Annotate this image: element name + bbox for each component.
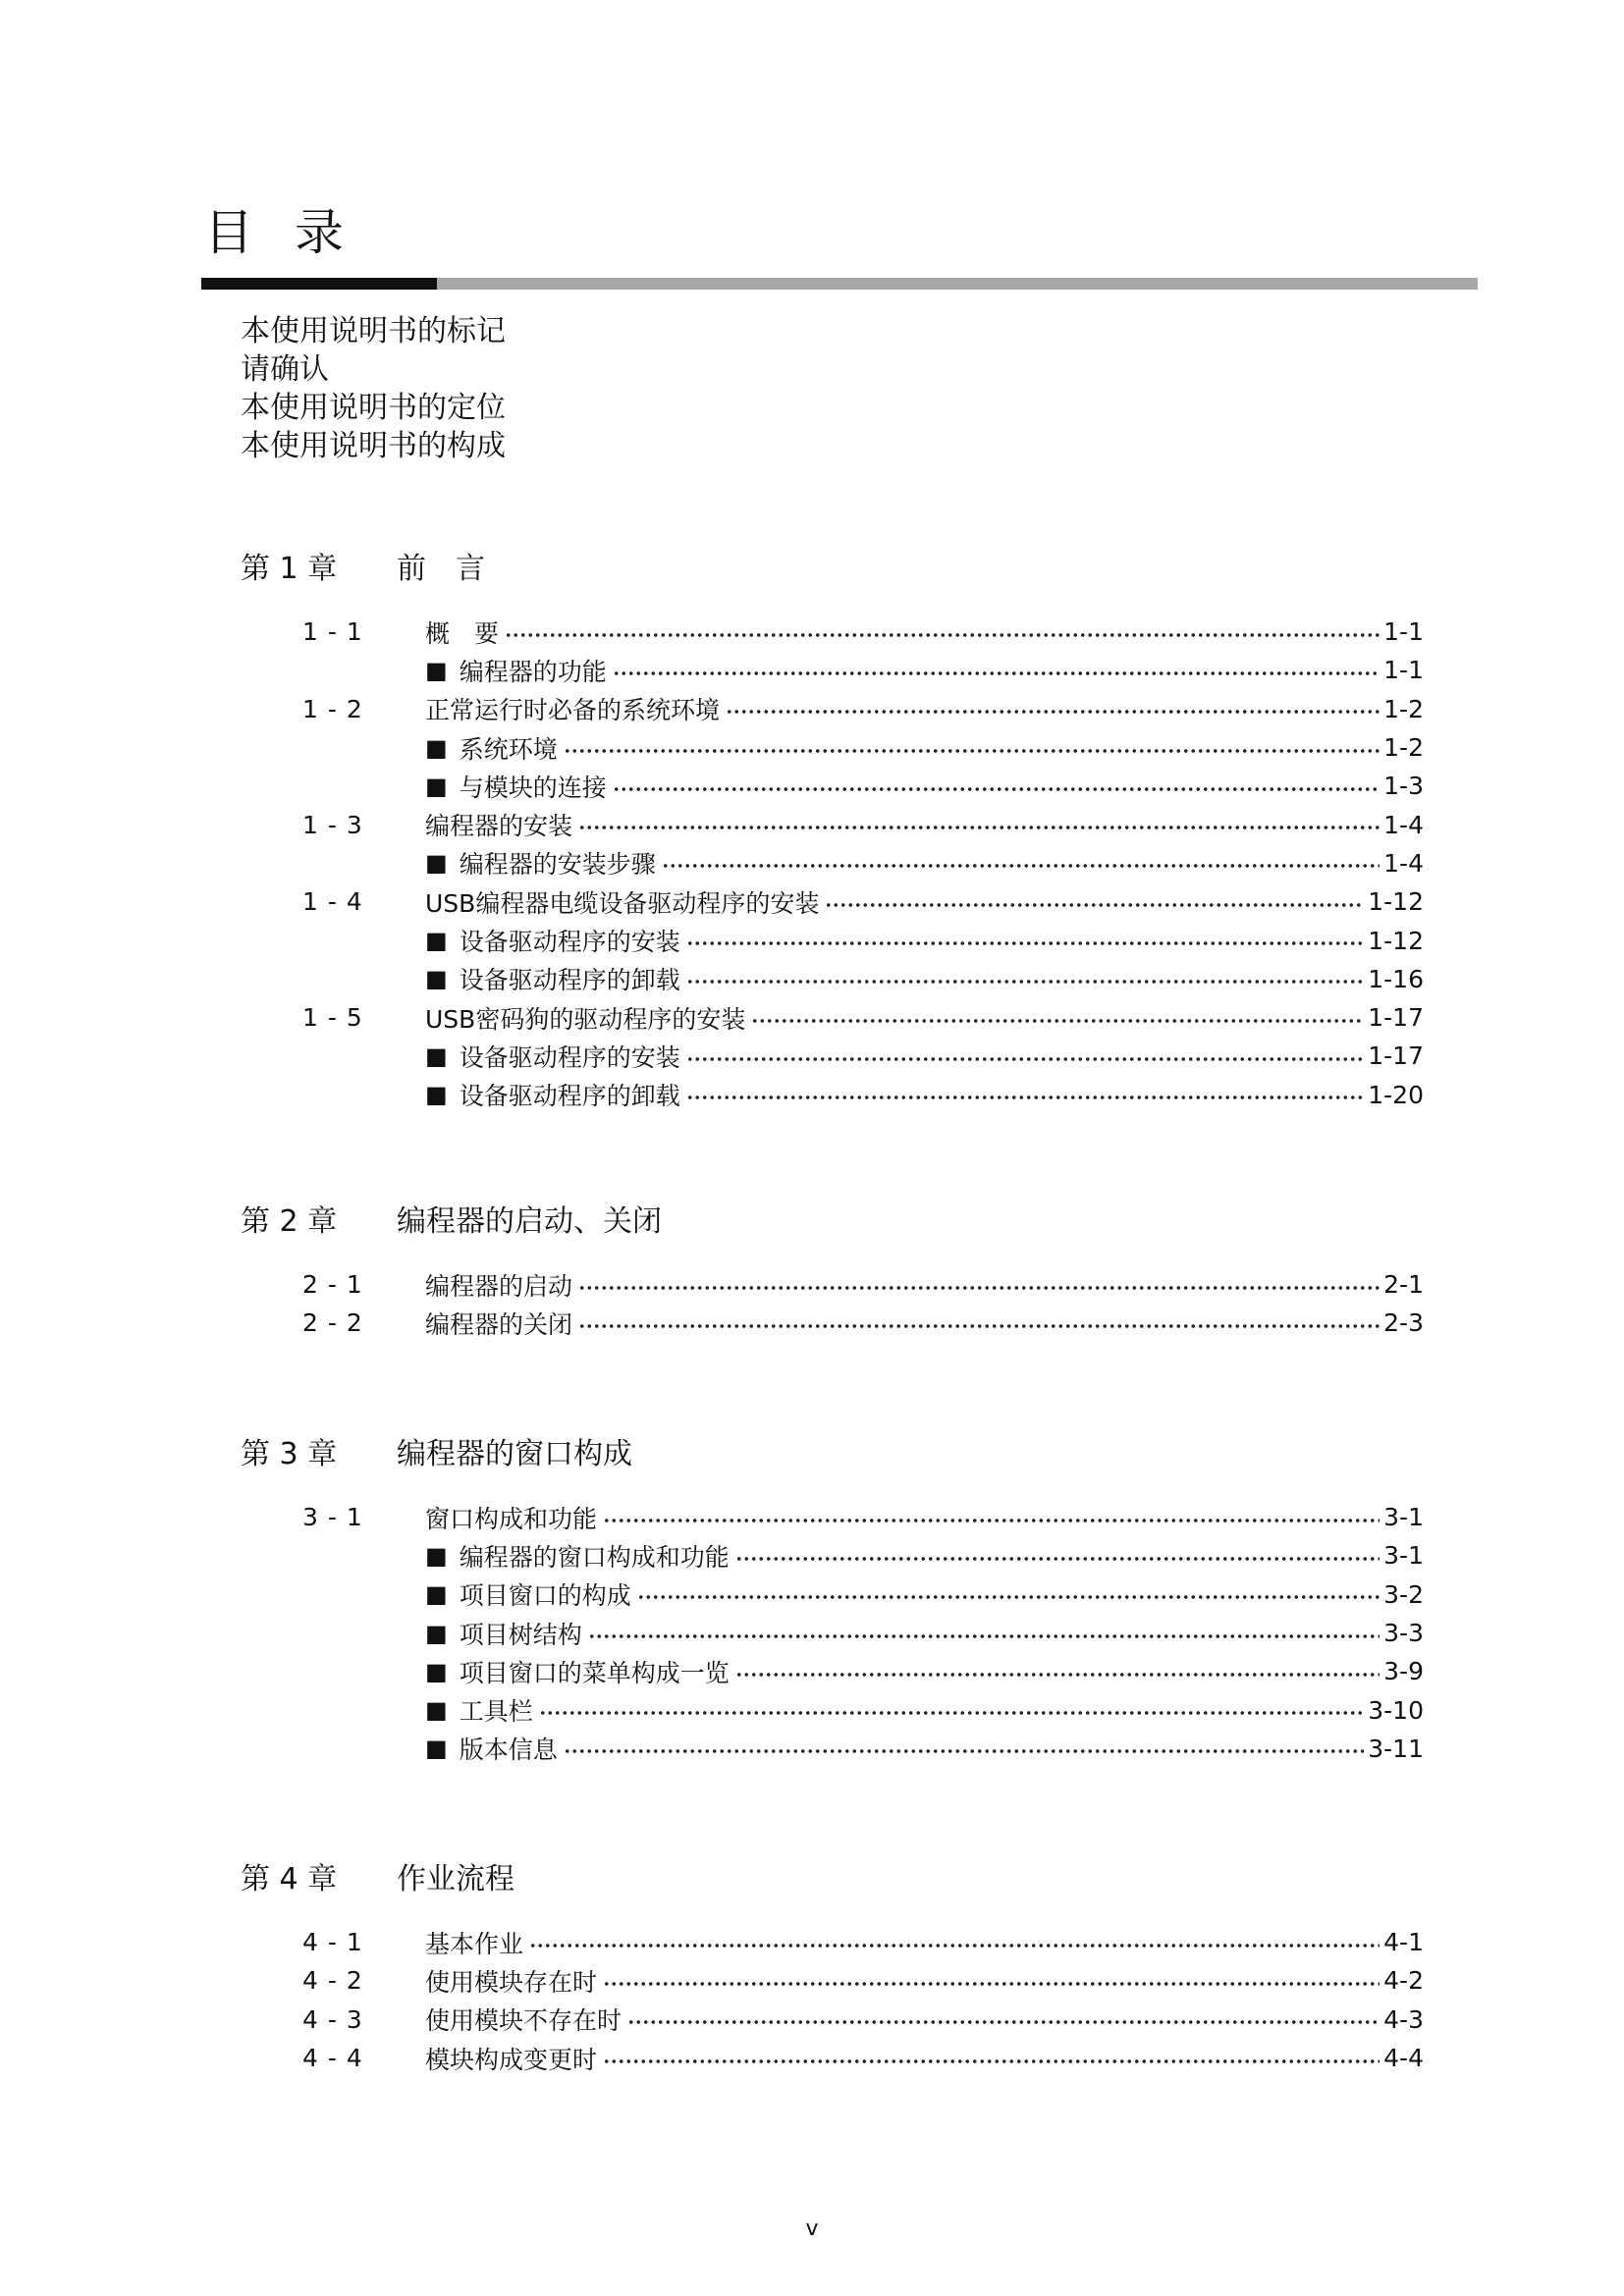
chapter-number: 第 2 章 xyxy=(241,1204,338,1239)
page-reference: 2-1 xyxy=(1383,1270,1424,1300)
entry-label: 项目窗口的菜单构成一览 xyxy=(459,1658,730,1687)
square-bullet-icon: ■ xyxy=(425,1735,448,1763)
entry-label-group xyxy=(425,1039,680,1074)
dot-leader xyxy=(686,1095,1365,1100)
entry-label: 模块构成变更时 xyxy=(425,2045,598,2074)
page-title: 目录 xyxy=(204,204,385,261)
entry-label: 项目窗口的构成 xyxy=(459,1581,631,1611)
entry-label-group xyxy=(425,2002,622,2037)
dot-leader xyxy=(578,825,1380,830)
entry-label: 编程器的安装 xyxy=(425,812,573,841)
toc-entry[interactable] xyxy=(285,2001,1424,2039)
toc-subentry[interactable] xyxy=(285,1730,1424,1768)
entry-label-group xyxy=(425,1000,745,1036)
entry-label: 设备驱动程序的卸载 xyxy=(459,1082,680,1111)
toc-entry[interactable] xyxy=(285,882,1424,921)
front-matter-item[interactable]: 本使用说明书的标记 xyxy=(241,314,506,348)
chapter-title: 前 言 xyxy=(397,552,485,586)
chapter-entries xyxy=(285,1498,1424,1768)
entry-label-group xyxy=(425,614,499,650)
square-bullet-icon: ■ xyxy=(425,733,448,762)
square-bullet-icon: ■ xyxy=(425,1081,448,1109)
entry-label: 工具栏 xyxy=(459,1697,533,1727)
toc-entry[interactable] xyxy=(285,1923,1424,1961)
entry-label-group xyxy=(425,1654,730,1689)
chapter-heading[interactable] xyxy=(241,1860,514,1899)
entry-label-group xyxy=(425,2041,597,2076)
square-bullet-icon: ■ xyxy=(425,1541,448,1570)
entry-label: 编程器的安装步骤 xyxy=(459,850,656,880)
entry-label-group xyxy=(425,1616,582,1651)
front-matter-item[interactable]: 本使用说明书的定位 xyxy=(241,391,506,425)
toc-entry[interactable] xyxy=(285,613,1424,651)
entry-label-group xyxy=(425,1925,523,1960)
entry-label: USB密码狗的驱动程序的安装 xyxy=(425,1004,746,1034)
entry-label: 设备驱动程序的卸载 xyxy=(459,966,680,995)
entry-label: 编程器的功能 xyxy=(459,657,607,686)
toc-entry[interactable] xyxy=(285,1498,1424,1536)
page-reference: 1-4 xyxy=(1383,810,1424,839)
dot-leader xyxy=(751,1018,1364,1024)
dot-leader xyxy=(686,1056,1365,1062)
page-reference: 3-2 xyxy=(1383,1579,1424,1609)
page-number: v xyxy=(805,2216,819,2241)
toc-subentry[interactable] xyxy=(285,960,1424,998)
page-reference: 4-3 xyxy=(1383,2004,1424,2034)
page-reference: 4-1 xyxy=(1383,1928,1424,1957)
section-number: 1 - 4 xyxy=(302,887,363,917)
toc-entry[interactable] xyxy=(285,805,1424,843)
entry-label-group xyxy=(425,691,720,726)
entry-label: 设备驱动程序的安装 xyxy=(459,928,680,957)
section-number: 1 - 1 xyxy=(302,617,363,647)
section-number: 4 - 3 xyxy=(302,2004,363,2034)
page-reference: 1-1 xyxy=(1383,617,1424,647)
chapter-entries xyxy=(285,1265,1424,1343)
section-number: 4 - 4 xyxy=(302,2044,363,2073)
chapter-heading[interactable] xyxy=(241,550,485,589)
toc-subentry[interactable] xyxy=(285,921,1424,959)
entry-label: 编程器的关闭 xyxy=(425,1309,573,1339)
dot-leader xyxy=(662,863,1380,869)
front-matter-item[interactable]: 本使用说明书的构成 xyxy=(241,429,506,463)
entry-label-group xyxy=(425,1963,597,1999)
toc-subentry[interactable] xyxy=(285,1575,1424,1614)
page-reference: 3-10 xyxy=(1368,1695,1424,1725)
page-reference: 1-2 xyxy=(1383,733,1424,763)
entry-label: 窗口构成和功能 xyxy=(425,1504,598,1533)
dot-leader xyxy=(603,2058,1380,2064)
entry-label-group xyxy=(425,730,558,766)
page-reference: 3-1 xyxy=(1383,1541,1424,1571)
entry-label-group xyxy=(425,1692,533,1728)
section-number: 2 - 2 xyxy=(302,1308,363,1338)
page-reference: 4-4 xyxy=(1383,2044,1424,2073)
entry-label: 设备驱动程序的安装 xyxy=(459,1042,680,1072)
front-matter-list xyxy=(241,312,506,465)
square-bullet-icon: ■ xyxy=(425,1696,448,1725)
toc-subentry[interactable] xyxy=(285,651,1424,689)
entry-label-group xyxy=(425,1500,597,1535)
page-reference: 1-1 xyxy=(1383,656,1424,685)
square-bullet-icon: ■ xyxy=(425,1657,448,1685)
chapter-title: 作业流程 xyxy=(397,1862,514,1896)
section-number: 2 - 1 xyxy=(302,1270,363,1300)
entry-label-group xyxy=(425,1538,730,1574)
section-number: 1 - 5 xyxy=(302,1003,363,1033)
page-reference: 1-2 xyxy=(1383,694,1424,723)
page-reference: 1-4 xyxy=(1383,848,1424,878)
dot-leader xyxy=(539,1710,1365,1716)
page-reference: 1-12 xyxy=(1368,887,1424,917)
entry-label: 基本作业 xyxy=(425,1929,524,1958)
dot-leader xyxy=(529,1943,1380,1949)
dot-leader xyxy=(686,979,1365,985)
chapter-title: 编程器的启动、关闭 xyxy=(397,1204,662,1239)
page-reference: 3-11 xyxy=(1368,1734,1424,1763)
toc-subentry[interactable] xyxy=(285,1690,1424,1729)
entry-label: 概 要 xyxy=(425,618,500,648)
entry-label: 版本信息 xyxy=(459,1735,558,1765)
chapter-heading[interactable] xyxy=(241,1435,632,1474)
section-number: 4 - 1 xyxy=(302,1928,363,1957)
page-reference: 1-12 xyxy=(1368,926,1424,955)
entry-label-group xyxy=(425,769,607,804)
page-reference: 1-16 xyxy=(1368,964,1424,993)
section-number: 1 - 2 xyxy=(302,694,363,723)
toc-subentry[interactable] xyxy=(285,1076,1424,1114)
dot-leader xyxy=(603,1981,1380,1987)
chapter-heading[interactable] xyxy=(241,1202,662,1242)
square-bullet-icon: ■ xyxy=(425,1580,448,1609)
entry-label: 使用模块存在时 xyxy=(425,1967,598,1997)
dot-leader xyxy=(578,1285,1380,1291)
square-bullet-icon: ■ xyxy=(425,1041,448,1070)
entry-label: 编程器的启动 xyxy=(425,1271,573,1301)
chapter-entries xyxy=(285,1923,1424,2077)
page-reference: 1-3 xyxy=(1383,772,1424,801)
dot-leader xyxy=(613,670,1380,676)
page-reference: 3-9 xyxy=(1383,1657,1424,1686)
entry-label-group xyxy=(425,884,819,920)
chapter-title: 编程器的窗口构成 xyxy=(397,1437,632,1471)
section-number: 1 - 3 xyxy=(302,810,363,839)
toc-subentry[interactable] xyxy=(285,767,1424,805)
toc-entry[interactable] xyxy=(285,998,1424,1037)
entry-label-group xyxy=(425,807,572,842)
entry-label-group xyxy=(425,961,680,996)
section-number: 3 - 1 xyxy=(302,1503,363,1532)
square-bullet-icon: ■ xyxy=(425,772,448,800)
page-reference: 3-3 xyxy=(1383,1619,1424,1648)
entry-label: 正常运行时必备的系统环境 xyxy=(425,696,721,725)
entry-label-group xyxy=(425,923,680,958)
chapter-number: 第 4 章 xyxy=(241,1862,338,1896)
entry-label-group xyxy=(425,1306,572,1341)
page-reference: 1-17 xyxy=(1368,1003,1424,1033)
toc-subentry[interactable] xyxy=(285,1536,1424,1575)
page-reference: 1-17 xyxy=(1368,1041,1424,1071)
dot-leader xyxy=(627,2019,1380,2025)
entry-label-group xyxy=(425,1731,558,1766)
page-reference: 4-2 xyxy=(1383,1966,1424,1996)
page-reference: 2-3 xyxy=(1383,1308,1424,1338)
toc-entry[interactable] xyxy=(285,690,1424,728)
square-bullet-icon: ■ xyxy=(425,927,448,955)
dot-leader xyxy=(578,1323,1380,1329)
entry-label: 与模块的连接 xyxy=(459,773,607,802)
page-reference: 1-20 xyxy=(1368,1080,1424,1109)
dot-leader xyxy=(726,709,1380,715)
dot-leader xyxy=(588,1633,1380,1639)
chapter-number: 第 3 章 xyxy=(241,1437,338,1471)
toc-entry[interactable] xyxy=(285,1961,1424,2000)
dot-leader xyxy=(637,1594,1380,1600)
square-bullet-icon: ■ xyxy=(425,1619,448,1647)
dot-leader xyxy=(735,1556,1380,1562)
dot-leader xyxy=(564,1748,1365,1754)
entry-label-group xyxy=(425,1267,572,1303)
entry-label-group xyxy=(425,845,656,881)
entry-label: 系统环境 xyxy=(459,734,558,764)
title-rule-dark xyxy=(201,278,437,290)
entry-label-group xyxy=(425,1576,631,1612)
dot-leader xyxy=(686,940,1365,946)
section-number: 4 - 2 xyxy=(302,1966,363,1996)
dot-leader xyxy=(735,1672,1380,1678)
page-reference: 3-1 xyxy=(1383,1503,1424,1532)
toc-entry[interactable] xyxy=(285,1265,1424,1304)
toc-subentry[interactable] xyxy=(285,728,1424,767)
dot-leader xyxy=(613,786,1380,792)
entry-label: 项目树结构 xyxy=(459,1620,582,1649)
title-rule-light xyxy=(437,278,1478,290)
toc-subentry[interactable] xyxy=(285,1652,1424,1690)
chapter-entries xyxy=(285,613,1424,1114)
toc-subentry[interactable] xyxy=(285,844,1424,882)
toc-subentry[interactable] xyxy=(285,1614,1424,1652)
dot-leader xyxy=(505,632,1380,638)
entry-label-group xyxy=(425,653,607,688)
toc-subentry[interactable] xyxy=(285,1037,1424,1075)
dot-leader xyxy=(603,1518,1380,1523)
entry-label-group xyxy=(425,1077,680,1112)
entry-label: 使用模块不存在时 xyxy=(425,2006,623,2036)
entry-label: USB编程器电缆设备驱动程序的安装 xyxy=(425,888,820,918)
dot-leader xyxy=(825,902,1364,908)
dot-leader xyxy=(564,748,1380,754)
toc-entry[interactable] xyxy=(285,1304,1424,1342)
toc-entry[interactable] xyxy=(285,2039,1424,2077)
square-bullet-icon: ■ xyxy=(425,965,448,993)
entry-label: 编程器的窗口构成和功能 xyxy=(459,1542,730,1572)
square-bullet-icon: ■ xyxy=(425,656,448,684)
square-bullet-icon: ■ xyxy=(425,849,448,878)
chapter-number: 第 1 章 xyxy=(241,552,338,586)
front-matter-item[interactable]: 请确认 xyxy=(241,352,329,387)
